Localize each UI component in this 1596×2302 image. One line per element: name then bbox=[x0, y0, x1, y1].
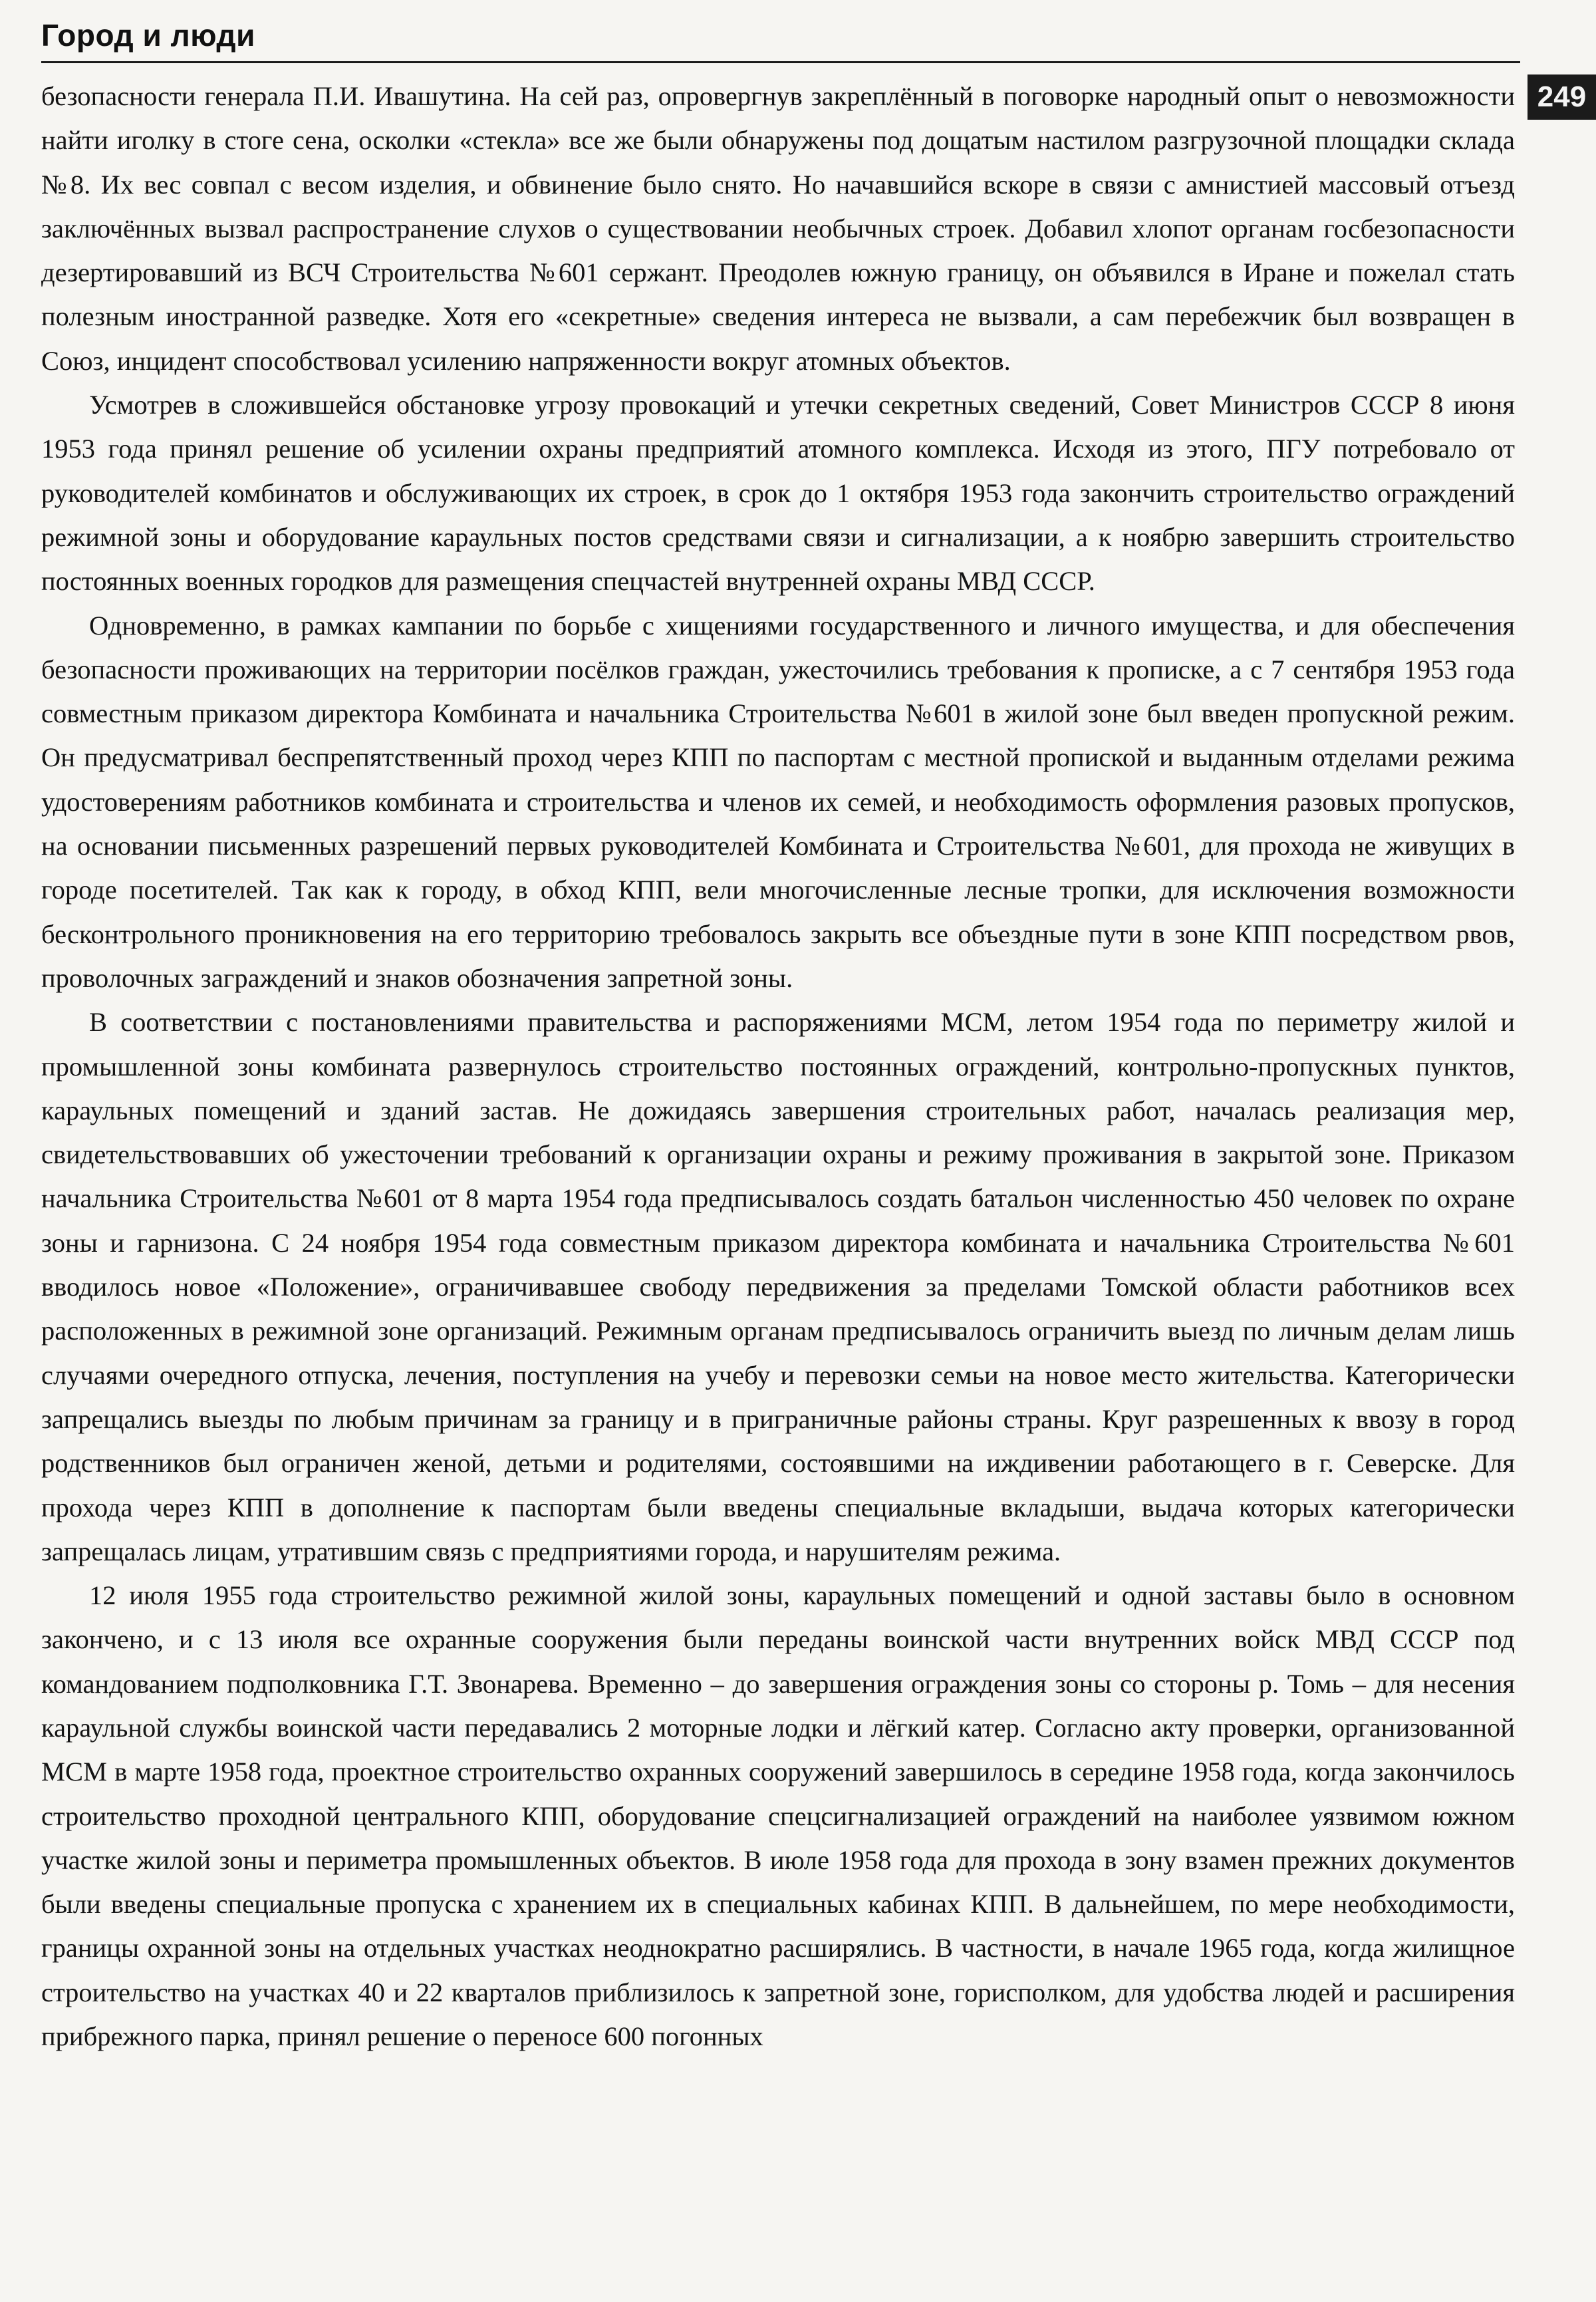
paragraph: Одновременно, в рамках кампании по борьбе с хищениями государственного и личного имущества, и для обеспечения безопасности проживающих на территории посёлков граждан, ужесточились требования к прописке, а с 7 сентября 1953 года совместным приказом директора Комбината и начальника Строительства №601 в жилой зоне был введен пропускной режим. Он предусматривал беспрепятственный проход через КПП по паспортам с местной пропиской и выданным отделами режима удостоверениям работников комбината и строительства и членов их семей, и необходимость оформления разовых пропусков, на основании письменных разрешений первых руководителей Комбината и Строительства №601, для прохода не живущих в городе посетителей. Так как к городу, в обход КПП, вели многочисленные лесные тропки, для исключения возможности бесконтрольного проникновения на его территорию требовалось закрыть все объездные пути в зоне КПП посредством рвов, проволочных заграждений и знаков обозначения запретной зоны. bbox=[41, 610, 1515, 993]
paragraph: 12 июля 1955 года строительство режимной жилой зоны, караульных помещений и одной заставы было в основном закончено, и с 13 июля все охранные сооружения были переданы воинской части внутренних войск МВД СССР под командованием подполковника Г.Т. Звонарева. Временно – до завершения ограждения зоны со стороны р. Томь – для несения караульной службы воинской части передавались 2 моторные лодки и лёгкий катер. Согласно акту проверки, организованной МСМ в марте 1958 года, проектное строительство охранных сооружений завершилось в середине 1958 года, когда закончилось строительство проходной центрального КПП, оборудование спецсигнализацией ограждений на наиболее уязвимом южном участке жилой зоны и периметра промышленных объектов. В июле 1958 года для прохода в зону взамен прежних документов были введены специальные пропуска с хранением их в специальных кабинах КПП. В дальнейшем, по мере необходимости, границы охранной зоны на отдельных участках неоднократно расширялись. В частности, в начале 1965 года, когда жилищное строительство на участках 40 и 22 кварталов приблизилось к запретной зоне, горисполком, для удобства людей и расширения прибрежного парка, принял решение о переносе 600 погонных bbox=[41, 1580, 1515, 2052]
paragraph: Усмотрев в сложившейся обстановке угрозу провокаций и утечки секретных сведений, Совет Министров СССР 8 июня 1953 года принял решение об усилении охраны предприятий атомного комплекса. Исходя из этого, ПГУ потребовало от руководителей комбинатов и обслуживающих их строек, в срок до 1 октября 1953 года закончить строительство ограждений режимной зоны и оборудование караульных постов средствами связи и сигнализации, а к ноябрю завершить строительство постоянных военных городков для размещения спецчастей внутренней охраны МВД СССР. bbox=[41, 390, 1515, 597]
body-text bbox=[41, 74, 1515, 2059]
running-header: Город и люди bbox=[41, 18, 255, 53]
paragraph: В соответствии с постановлениями правительства и распоряжениями МСМ, летом 1954 года по периметру жилой и промышленной зоны комбината развернулось строительство постоянных ограждений, контрольно-пропускных пунктов, караульных помещений и зданий застав. Не дожидаясь завершения строительных работ, началась реализация мер, свидетельствовавших об ужесточении требований к организации охраны и режиму проживания в закрытой зоне. Приказом начальника Строительства №601 от 8 марта 1954 года предписывалось создать батальон численностью 450 человек по охране зоны и гарнизона. С 24 ноября 1954 года совместным приказом директора комбината и начальника Строительства №601 вводилось новое «Положение», ограничивавшее свободу передвижения за пределами Томской области работников всех расположенных в режимной зоне организаций. Режимным органам предписывалось ограничить выезд по личным делам лишь случаями очередного отпуска, лечения, поступления на учебу и перевозки семьи на новое место жительства. Категорически запрещались выезды по любым причинам за границу и в приграничные районы страны. Круг разрешенных к ввозу в город родственников был ограничен женой, детьми и родителями, состоявшими на иждивении работающего в г. Северске. Для прохода через КПП в дополнение к паспортам были введены специальные вкладыши, выдача которых категорически запрещалась лицам, утратившим связь с предприятиями города, и нарушителям режима. bbox=[41, 1007, 1515, 1566]
paragraph: безопасности генерала П.И. Ивашутина. На сей раз, опровергнув закреплённый в поговорке народный опыт о невозможности найти иголку в стоге сена, осколки «стекла» все же были обнаружены под дощатым настилом разгрузочной площадки склада №8. Их вес совпал с весом изделия, и обвинение было снято. Но начавшийся вскоре в связи с амнистией массовый отъезд заключённых вызвал распространение слухов о существовании необычных строек. Добавил хлопот органам госбезопасности дезертировавший из ВСЧ Строительства №601 сержант. Преодолев южную границу, он объявился в Иране и пожелал стать полезным иностранной разведке. Хотя его «секретные» сведения интереса не вызвали, а сам перебежчик был возвращен в Союз, инцидент способствовал усилению напряженности вокруг атомных объектов. bbox=[41, 81, 1515, 376]
header-divider bbox=[41, 61, 1520, 63]
page-number-badge: 249 bbox=[1528, 74, 1596, 120]
